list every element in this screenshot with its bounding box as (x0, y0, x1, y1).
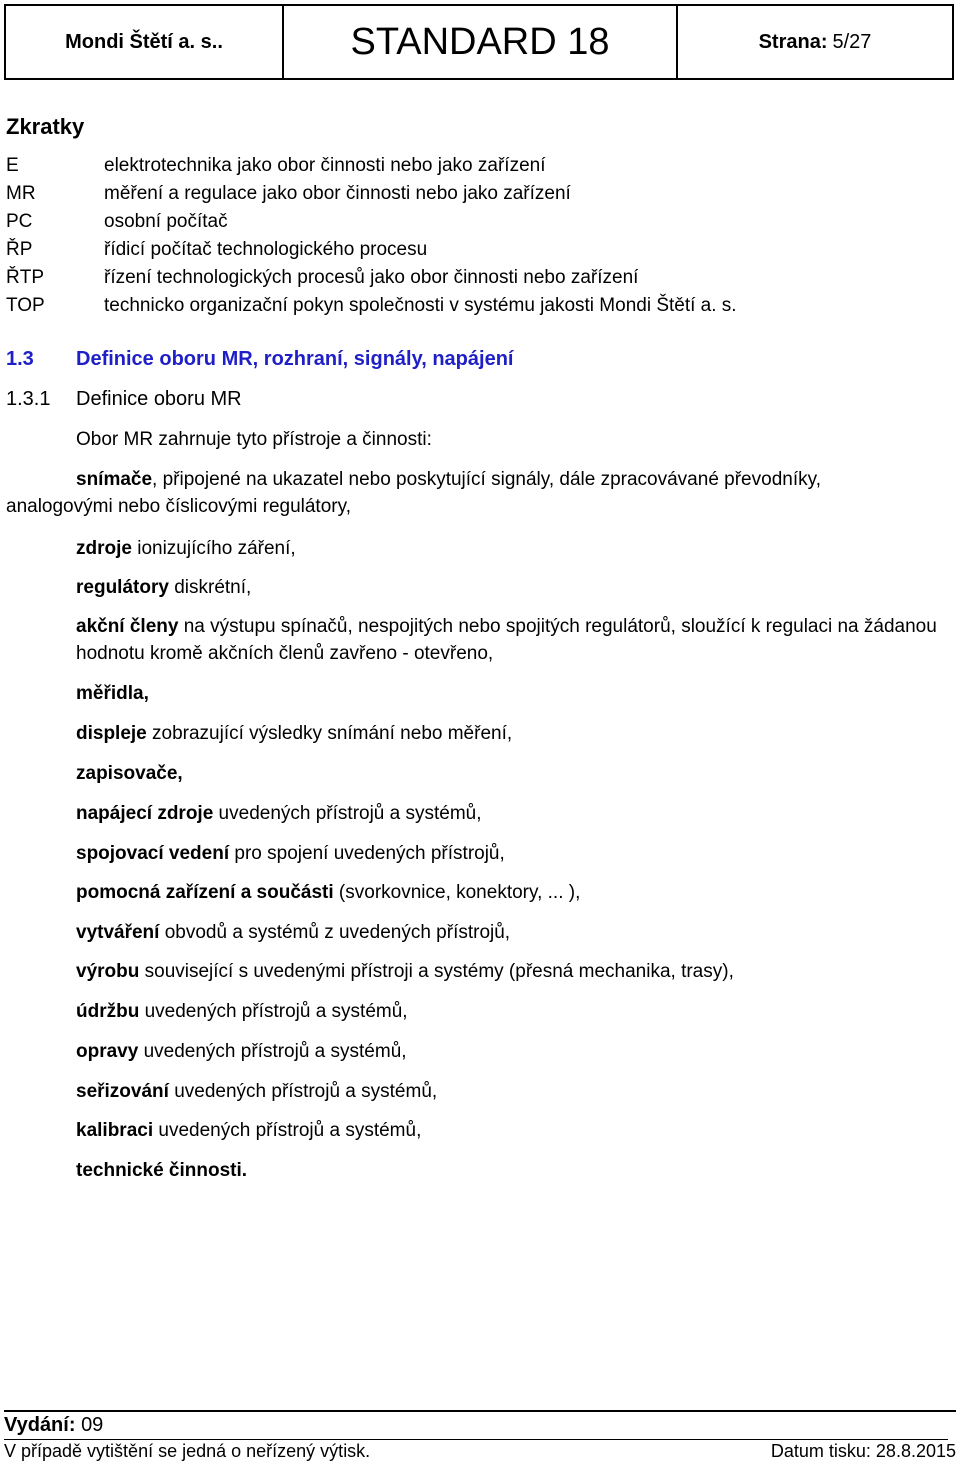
abbreviation-code: TOP (6, 295, 45, 316)
abbreviation-code: E (6, 155, 19, 176)
abbreviation-row (6, 152, 944, 180)
document-header (4, 4, 954, 80)
list-item (76, 1117, 946, 1144)
page-label: Strana: (758, 30, 828, 53)
document-title: STANDARD 18 (284, 6, 678, 78)
term-bold: seřizování (76, 1081, 169, 1102)
term-description: , připojené na ukazatel nebo poskytující signály, dále zpracovávané převodníky, analogovými nebo číslicovými regulátory, (6, 469, 821, 517)
edition-value: 09 (81, 1414, 104, 1436)
term-bold: snímače (76, 469, 153, 490)
abbreviation-definition: řízení technologických procesů jako obor činnosti nebo zařízení (104, 267, 639, 288)
subsection-number: 1.3.1 (6, 388, 51, 410)
term-bold: kalibraci (76, 1120, 154, 1141)
print-date: Datum tisku: 28.8.2015 (770, 1441, 956, 1461)
list-item (76, 800, 946, 827)
term-bold: výrobu (76, 961, 140, 982)
term-bold: akční členy (76, 616, 179, 637)
abbreviation-code: ŘTP (6, 267, 44, 288)
list-item (76, 879, 946, 906)
term-bold: zapisovače, (76, 763, 183, 784)
list-item (76, 720, 946, 747)
company-name: Mondi Štětí a. s.. (6, 6, 284, 78)
term-bold: pomocná zařízení a součásti (76, 882, 334, 903)
edition-line (4, 1410, 956, 1440)
term-bold: zdroje (76, 538, 132, 559)
section-number: 1.3 (6, 348, 34, 370)
abbreviations-list (6, 152, 944, 320)
term-description: obvodů a systémů z uvedených přístrojů, (159, 922, 511, 943)
abbreviation-row (6, 264, 944, 292)
abbreviation-definition: elektrotechnika jako obor činnosti nebo jako zařízení (104, 155, 546, 176)
subsection-title: Definice oboru MR (76, 388, 242, 410)
term-bold: opravy (76, 1041, 139, 1062)
print-notice: V případě vytištění se jedná o neřízený výtisk. (4, 1441, 371, 1461)
abbreviations-title: Zkratky (6, 114, 85, 139)
term-bold: měřidla, (76, 683, 149, 704)
term-bold: technické činnosti. (76, 1160, 248, 1181)
document-footer (4, 1410, 956, 1462)
list-item (76, 1038, 946, 1065)
abbreviation-code: PC (6, 211, 33, 232)
term-description: na výstupu spínačů, nespojitých nebo spojitých regulátorů, sloužící k regulaci na žádanou hodnotu kromě akčních členů zavřeno - otevřeno, (76, 616, 937, 664)
term-bold: regulátory (76, 577, 169, 598)
section-heading-1-3 (6, 348, 513, 371)
term-description: uvedených přístrojů a systémů, (153, 1120, 422, 1141)
list-item (76, 535, 946, 562)
term-description: diskrétní, (168, 577, 252, 598)
page-number (678, 6, 952, 78)
abbreviation-code: ŘP (6, 239, 33, 260)
term-bold: napájecí zdroje (76, 803, 214, 824)
term-description: uvedených přístrojů a systémů, (139, 1001, 408, 1022)
list-item (76, 919, 946, 946)
list-item (76, 680, 946, 707)
list-item (76, 760, 946, 787)
list-item (76, 574, 946, 601)
term-description: uvedených přístrojů a systémů, (138, 1041, 407, 1062)
footer-bottom-row (4, 1441, 956, 1462)
term-description: ionizujícího záření, (131, 538, 296, 559)
abbreviation-definition: osobní počítač (104, 211, 228, 232)
term-description: zobrazující výsledky snímání nebo měření, (146, 723, 513, 744)
term-description: pro spojení uvedených přístrojů, (229, 843, 505, 864)
section-title: Definice oboru MR, rozhraní, signály, napájení (76, 348, 514, 370)
abbreviation-definition: řídicí počítač technologického procesu (104, 239, 428, 260)
section-heading-1-3-1 (6, 388, 242, 411)
term-description: uvedených přístrojů a systémů, (213, 803, 482, 824)
term-description: uvedených přístrojů a systémů, (168, 1081, 438, 1102)
abbreviation-row (6, 180, 944, 208)
list-item (76, 613, 946, 667)
term-bold: vytváření (76, 922, 160, 943)
abbreviation-row (6, 236, 944, 264)
list-item (76, 1078, 946, 1105)
abbreviation-row (6, 208, 944, 236)
paragraph-sensors (6, 466, 906, 520)
list-item (76, 958, 946, 985)
abbreviation-code: MR (6, 183, 36, 204)
list-item (76, 1157, 946, 1184)
term-bold: spojovací vedení (76, 843, 230, 864)
list-item (76, 840, 946, 867)
intro-text: Obor MR zahrnuje tyto přístroje a činnosti: (76, 429, 432, 450)
list-item (76, 998, 946, 1025)
abbreviation-row (6, 292, 944, 320)
edition-label: Vydání: (4, 1414, 76, 1436)
term-description: (svorkovnice, konektory, ... ), (333, 882, 581, 903)
abbreviation-definition: měření a regulace jako obor činnosti nebo jako zařízení (104, 183, 571, 204)
term-bold: údržbu (76, 1001, 140, 1022)
term-description: související s uvedenými přístroji a systémy (přesná mechanika, trasy), (139, 961, 734, 982)
abbreviation-definition: technicko organizační pokyn společnosti v systému jakosti Mondi Štětí a. s. (104, 295, 737, 316)
page-value: 5/27 (832, 30, 872, 53)
term-bold: displeje (76, 723, 147, 744)
